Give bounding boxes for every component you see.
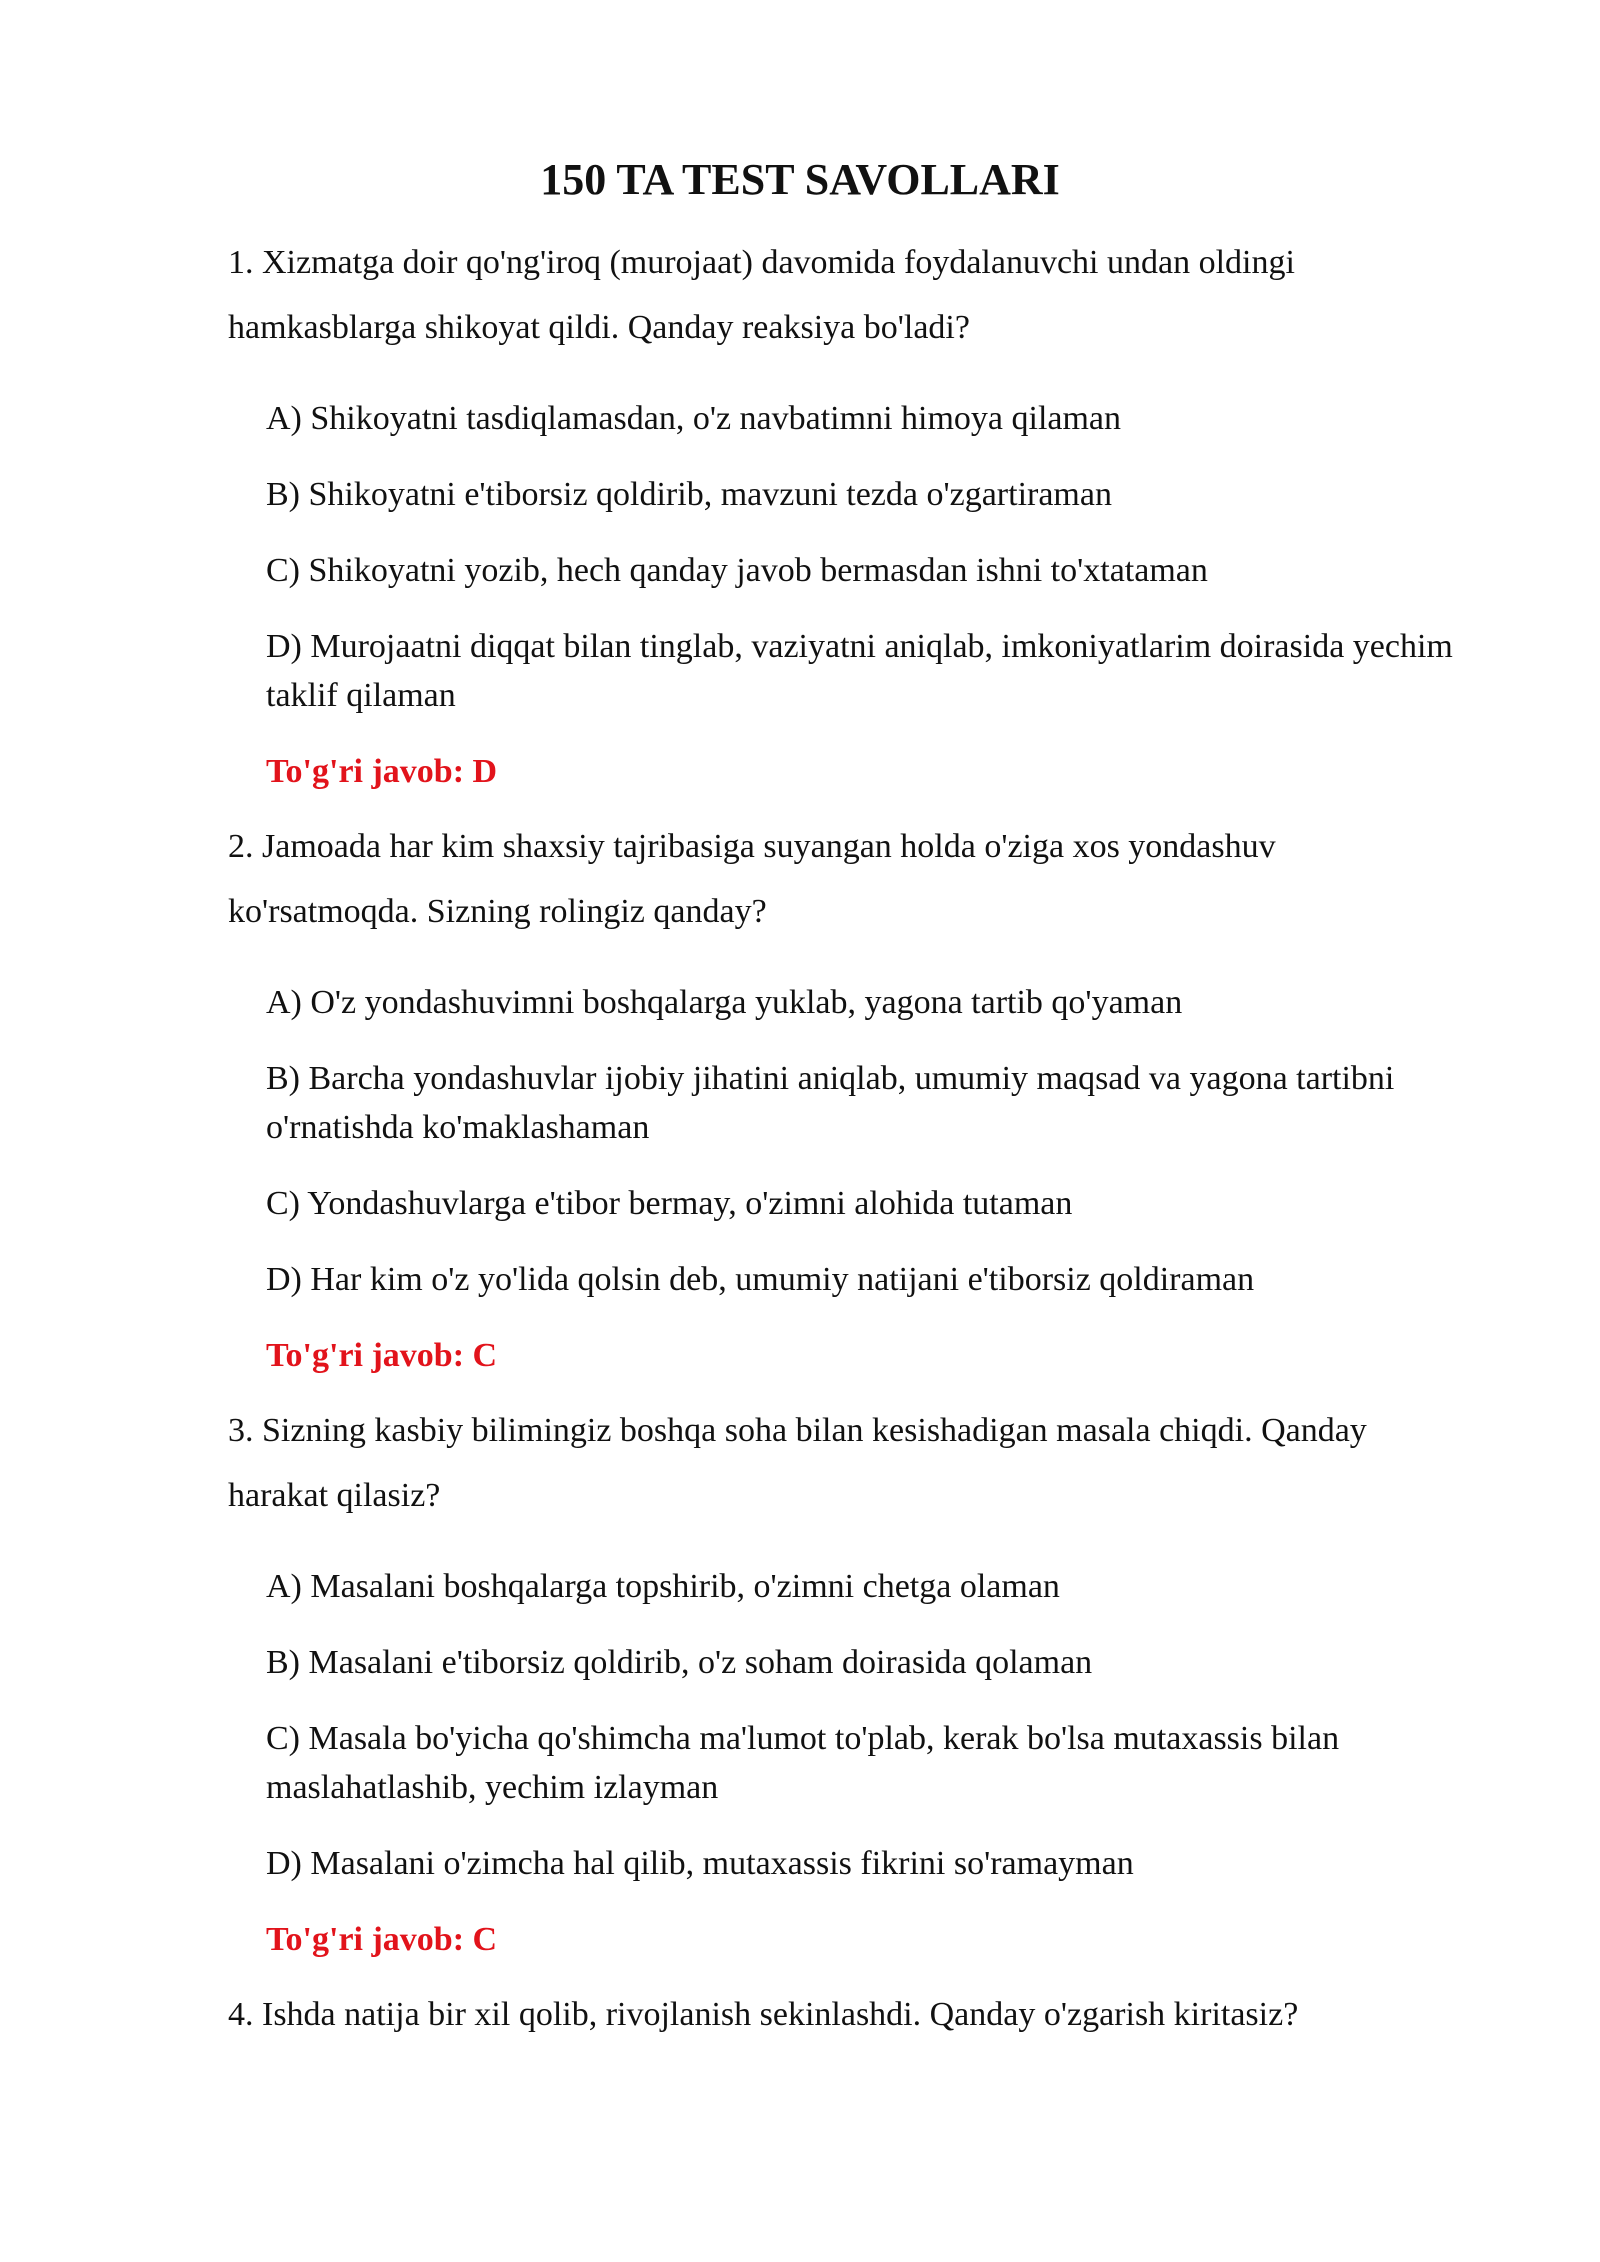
answer-label: To'g'ri javob: [266,753,465,790]
question-text: 1. Xizmatga doir qo'ng'iroq (murojaat) davomida foydalanuvchi undan oldingi hamkasblarga shikoyat qildi. Qanday reaksiya bo'ladi? [228,244,1295,346]
option-d: D) Masalani o'zimcha hal qilib, mutaxassis fikrini so'ramayman [266,1845,1134,1882]
question-text: 4. Ishda natija bir xil qolib, rivojlanish sekinlashdi. Qanday o'zgarish kiritasiz? [228,1996,1299,2033]
answer-label: To'g'ri javob: [266,1921,465,1958]
option-b: B) Barcha yondashuvlar ijobiy jihatini aniqlab, umumiy maqsad va yagona tartibni o'rnatishda ko'maklashaman [266,1060,1395,1146]
answer-label: To'g'ri javob: [266,1337,465,1374]
document-title: 150 TA TEST SAVOLLARI [540,155,1060,204]
option-c: C) Shikoyatni yozib, hech qanday javob bermasdan ishni to'xtataman [266,552,1208,589]
option-c: C) Masala bo'yicha qo'shimcha ma'lumot to'plab, kerak bo'lsa mutaxassis bilan maslahatlashib, yechim izlayman [266,1720,1340,1806]
correct-answer [266,1915,497,1964]
option-a: A) Shikoyatni tasdiqlamasdan, o'z navbatimni himoya qilaman [266,400,1122,437]
correct-answer [266,1331,497,1380]
option-d: D) Har kim o'z yo'lida qolsin deb, umumiy natijani e'tiborsiz qoldiraman [266,1261,1255,1298]
answer-value: C [472,1921,498,1958]
option-b: B) Shikoyatni e'tiborsiz qoldirib, mavzuni tezda o'zgartiraman [266,476,1112,513]
question-text: 3. Sizning kasbiy bilimingiz boshqa soha bilan kesishadigan masala chiqdi. Qanday harakat qilasiz? [228,1412,1367,1514]
option-c: C) Yondashuvlarga e'tibor bermay, o'zimni alohida tutaman [266,1185,1073,1222]
option-d: D) Murojaatni diqqat bilan tinglab, vaziyatni aniqlab, imkoniyatlarim doirasida yechim taklif qilaman [266,628,1453,714]
answer-value: D [472,753,498,790]
question-text: 2. Jamoada har kim shaxsiy tajribasiga suyangan holda o'ziga xos yondashuv ko'rsatmoqda. Sizning rolingiz qanday? [228,828,1276,930]
option-a: A) Masalani boshqalarga topshirib, o'zimni chetga olaman [266,1568,1060,1605]
answer-value: C [472,1337,498,1374]
option-a: A) O'z yondashuvimni boshqalarga yuklab, yagona tartib qo'yaman [266,984,1183,1021]
option-b: B) Masalani e'tiborsiz qoldirib, o'z soham doirasida qolaman [266,1644,1093,1681]
correct-answer [266,747,497,796]
